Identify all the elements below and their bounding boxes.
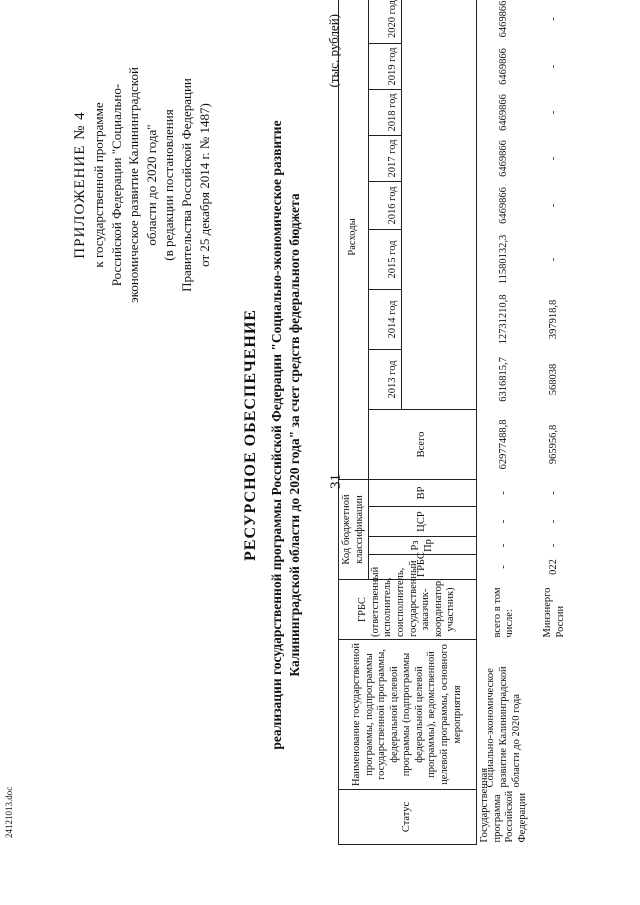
- title-main: РЕСУРСНОЕ ОБЕСПЕЧЕНИЕ: [242, 309, 259, 561]
- cell-total: 62977488,8: [498, 419, 510, 470]
- cell-code-csr: -: [498, 519, 510, 524]
- header-year-2015: 2015 год: [369, 229, 402, 289]
- cell-code-rzpr: -: [548, 543, 560, 548]
- header-grbs: ГРБС (ответственный исполнитель, соисполнитель, государственный заказчик-координатор, участник): [339, 580, 477, 640]
- header-code-rzpr: Рз Пр: [369, 537, 477, 555]
- cell-status: Государственная программа Российской Федерации: [479, 767, 528, 843]
- cell-year: 6316815,7: [498, 357, 510, 402]
- title-line: Калининградской области до 2020 года" за счет средств федерального бюджета: [286, 193, 302, 677]
- header-code-csr: ЦСР: [369, 507, 477, 537]
- cell-code-csr: -: [548, 519, 560, 524]
- header-code-grbs: ГРБС: [369, 555, 477, 580]
- appendix-line: Правительства Российской Федерации: [178, 78, 194, 292]
- cell-code-grbs: 022: [548, 559, 560, 575]
- appendix-line: области до 2020 года": [143, 124, 159, 246]
- header-year-2020: 2020 год: [369, 0, 402, 43]
- cell-year: -: [548, 17, 560, 21]
- cell-grbs: Минэнерго России: [541, 587, 566, 638]
- cell-year: 568038: [548, 363, 560, 396]
- appendix-line: (в редакции постановления: [161, 109, 177, 261]
- document-reference: 24121013.doc: [4, 786, 14, 838]
- header-year-2018: 2018 год: [369, 89, 402, 135]
- table-row: [532, 0, 578, 845]
- document-title: [242, 25, 303, 845]
- cell-code-vr: -: [548, 491, 560, 495]
- cell-year: 6469866: [498, 94, 510, 131]
- page-number: 31: [328, 474, 344, 489]
- cell-year: -: [548, 110, 560, 115]
- resource-table: [338, 0, 578, 845]
- cell-year: -: [548, 64, 560, 69]
- appendix-line: Российской Федерации "Социально-: [108, 83, 124, 287]
- header-code-vr: ВР: [369, 479, 477, 506]
- cell-year: 6469866: [498, 48, 510, 85]
- header-year-2019: 2019 год: [369, 43, 402, 89]
- cell-name: Социально-экономическое развитие Калининградской области до 2020 года: [485, 666, 522, 788]
- cell-code-grbs: -: [498, 565, 510, 569]
- header-status: Статус: [339, 790, 477, 845]
- header-year-2017: 2017 год: [369, 135, 402, 181]
- header-year-2014: 2014 год: [369, 289, 402, 349]
- header-years-spacer: [402, 0, 477, 409]
- appendix-line: экономическое развитие Калининградской: [126, 67, 142, 303]
- appendix-block: [70, 35, 213, 335]
- cell-year: 11580132,3: [498, 234, 510, 285]
- cell-grbs: всего в том числе:: [491, 587, 516, 638]
- header-total: Всего: [369, 409, 477, 479]
- cell-year: -: [548, 156, 560, 161]
- header-budget-code: Код бюджетной классификации: [339, 479, 369, 579]
- header-row: [339, 0, 369, 845]
- cell-year: 397918,8: [548, 299, 560, 340]
- cell-code-rzpr: -: [498, 543, 510, 548]
- cell-status: [532, 790, 578, 845]
- cell-year: 6469866: [498, 140, 510, 177]
- cell-year: -: [548, 257, 560, 262]
- units-label: (тыс. рублей): [326, 14, 341, 88]
- header-expenses: Расходы: [339, 0, 369, 479]
- title-line: реализации государственной программы Российской Федерации "Социально-экономическое развитие: [269, 120, 284, 750]
- header-year-2013: 2013 год: [369, 349, 402, 409]
- cell-year: -: [548, 203, 560, 208]
- header-name: Наименование государственной программы, подпрограммы государственной программы, федеральной целевой программы (подпрограммы федеральной целевой программы), ведомственной целевой программы, основного мероприятия: [339, 640, 477, 790]
- cell-name: [532, 640, 578, 790]
- cell-code-vr: -: [498, 491, 510, 495]
- table-row: [477, 0, 532, 845]
- header-year-2016: 2016 год: [369, 181, 402, 229]
- cell-year: 12731210,8: [498, 294, 510, 345]
- appendix-line: от 25 декабря 2014 г. № 1487): [196, 103, 212, 267]
- cell-total: 965956,8: [548, 424, 560, 465]
- cell-year: 6469866: [498, 187, 510, 224]
- appendix-line: к государственной программе: [91, 102, 107, 268]
- appendix-header: ПРИЛОЖЕНИЕ № 4: [72, 111, 88, 259]
- cell-year: 6469866: [498, 0, 510, 38]
